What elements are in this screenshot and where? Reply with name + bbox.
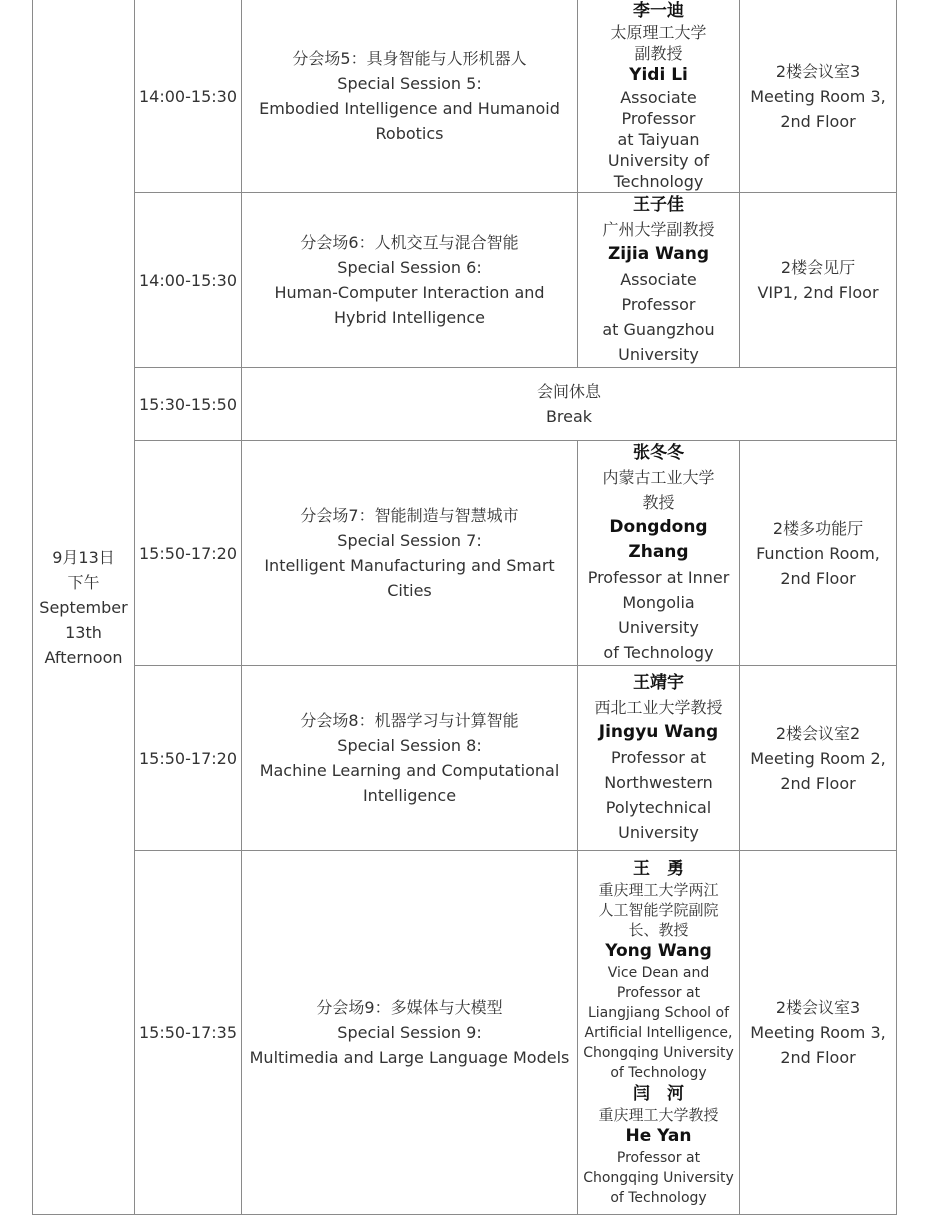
room-cell (740, 0, 897, 193)
room-cell (740, 193, 897, 368)
chair-title-en: Associate Professor (620, 88, 697, 128)
session-cell (242, 666, 578, 851)
chair-title-en: Artificial Intelligence, (584, 1024, 733, 1041)
chair-title-cn: 太原理工大学 (610, 23, 707, 42)
chair-cell (578, 193, 740, 368)
chair-title-en: Associate Professor (620, 270, 697, 314)
chair-name-cn: 李一迪 (633, 1, 684, 21)
table-row (33, 368, 897, 441)
session-cell (242, 851, 578, 1215)
session-title-en: Special Session 6: (337, 258, 482, 277)
time-cell: 14:00-15:30 (135, 193, 242, 368)
chair-title-en: of Technology (610, 1064, 707, 1081)
session-topic-en: Machine Learning and Computational Intelligence (259, 761, 560, 805)
table-row (33, 851, 897, 1215)
session-title-en: Special Session 8: (337, 736, 482, 755)
day-cell (33, 0, 135, 1215)
room-cell (740, 851, 897, 1215)
chair-name-en: Jingyu Wang (598, 722, 719, 742)
chair-title-en: Vice Dean and (607, 964, 710, 981)
chair-name-en: Yidi Li (629, 65, 688, 85)
chair-title-cn: 人工智能学院副院 (598, 900, 719, 919)
chair-name-cn: 王靖宇 (633, 673, 684, 693)
room-en: Meeting Room 3, 2nd Floor (750, 86, 886, 131)
session-title-cn: 分会场8：机器学习与计算智能 (300, 711, 519, 730)
schedule-table (32, 0, 897, 1215)
table-row (33, 666, 897, 851)
room-cn: 2楼会见厅 (780, 258, 856, 277)
chair-title-cn: 长、教授 (628, 920, 689, 939)
chair-title-en: at Guangzhou (602, 320, 715, 339)
session-topic-en: Human-Computer Interaction and Hybrid Intelligence (274, 283, 545, 327)
chair-name-en: He Yan (625, 1125, 692, 1146)
chair-title-cn: 教授 (642, 493, 675, 512)
session-topic-en: Intelligent Manufacturing and Smart Cities (264, 556, 555, 600)
day-month-en: September (39, 597, 128, 617)
room-en: Function Room, 2nd Floor (756, 543, 880, 588)
session-title-cn: 分会场5：具身智能与人形机器人 (292, 49, 527, 68)
chair-name-cn: 张冬冬 (633, 443, 684, 463)
table-row (33, 441, 897, 666)
time-cell: 15:50-17:35 (135, 851, 242, 1215)
chair-title-en: at Taiyuan (617, 130, 700, 149)
room-cn: 2楼多功能厅 (772, 518, 864, 538)
chair-title-en: Technology (613, 172, 704, 191)
chair-title-cn: 广州大学副教授 (602, 220, 715, 239)
chair-name-cn: 闫 河 (633, 1083, 684, 1104)
chair-cell (578, 666, 740, 851)
day-half-en: Afternoon (44, 647, 123, 667)
table-row (33, 0, 897, 193)
chair-title-en: Chongqing University (583, 1044, 734, 1061)
chair-title-cn: 副教授 (634, 44, 683, 63)
room-cn: 2楼会议室3 (775, 998, 861, 1017)
chair-title-en: University of (607, 151, 710, 170)
session-title-cn: 分会场9：多媒体与大模型 (316, 998, 503, 1017)
room-cn: 2楼会议室3 (775, 61, 861, 81)
chair-name-en: Zijia Wang (607, 244, 710, 264)
day-date-cn: 9月13日 (52, 547, 115, 567)
room-en: Meeting Room 3, 2nd Floor (750, 1023, 886, 1067)
room-cell (740, 666, 897, 851)
chair-name-cn: 王 勇 (633, 858, 684, 879)
chair-cell (578, 0, 740, 193)
chair-title-en: Northwestern (604, 773, 713, 792)
day-date-en: 13th (65, 622, 102, 642)
room-cell (740, 441, 897, 666)
chair-title-en: University (618, 823, 699, 842)
room-en: Meeting Room 2, 2nd Floor (750, 748, 886, 793)
chair-title-en: Professor at (616, 1149, 701, 1166)
session-topic-en: Embodied Intelligence and Humanoid Robotics (259, 99, 560, 143)
time-cell: 15:50-17:20 (135, 441, 242, 666)
chair-title-en: Professor at (610, 748, 707, 767)
chair-title-cn: 重庆理工大学两江 (598, 880, 719, 899)
time-cell: 15:30-15:50 (135, 368, 242, 441)
chair-cell (578, 441, 740, 666)
chair-title-en: Chongqing University (583, 1169, 734, 1186)
time-cell: 15:50-17:20 (135, 666, 242, 851)
break-en: Break (545, 407, 593, 426)
session-cell (242, 441, 578, 666)
time-cell: 14:00-15:30 (135, 0, 242, 193)
session-title-en: Special Session 9: (337, 1023, 482, 1042)
chair-title-en: Polytechnical (605, 798, 712, 817)
session-topic-en: Multimedia and Large Language Models (249, 1048, 570, 1067)
chair-title-en: Liangjiang School of (587, 1004, 730, 1021)
chair-title-en: of Technology (610, 1189, 707, 1206)
session-title-cn: 分会场7：智能制造与智慧城市 (300, 506, 519, 525)
session-cell (242, 193, 578, 368)
day-half-cn: 下午 (67, 572, 100, 592)
session-title-cn: 分会场6：人机交互与混合智能 (300, 233, 519, 252)
chair-title-en: Professor at (616, 984, 701, 1001)
break-cell (242, 368, 897, 441)
chair-title-cn: 内蒙古工业大学 (602, 468, 715, 487)
chair-cell (578, 851, 740, 1215)
chair-name-en: Yong Wang (605, 940, 712, 961)
chair-title-en: of Technology (603, 643, 714, 662)
chair-name-cn: 王子佳 (633, 195, 684, 215)
room-en: VIP1, 2nd Floor (757, 283, 879, 302)
session-title-en: Special Session 7: (337, 531, 482, 550)
table-row (33, 193, 897, 368)
session-title-en: Special Session 5: (337, 74, 482, 93)
session-cell (242, 0, 578, 193)
chair-title-en: Professor at Inner (587, 568, 730, 587)
chair-title-en: University (618, 345, 699, 364)
room-cn: 2楼会议室2 (775, 723, 861, 743)
chair-title-cn: 西北工业大学教授 (594, 698, 723, 717)
chair-name-en: Dongdong Zhang (609, 517, 708, 562)
break-cn: 会间休息 (536, 382, 601, 401)
chair-title-en: Mongolia University (618, 593, 699, 637)
chair-title-cn: 重庆理工大学教授 (598, 1105, 719, 1124)
